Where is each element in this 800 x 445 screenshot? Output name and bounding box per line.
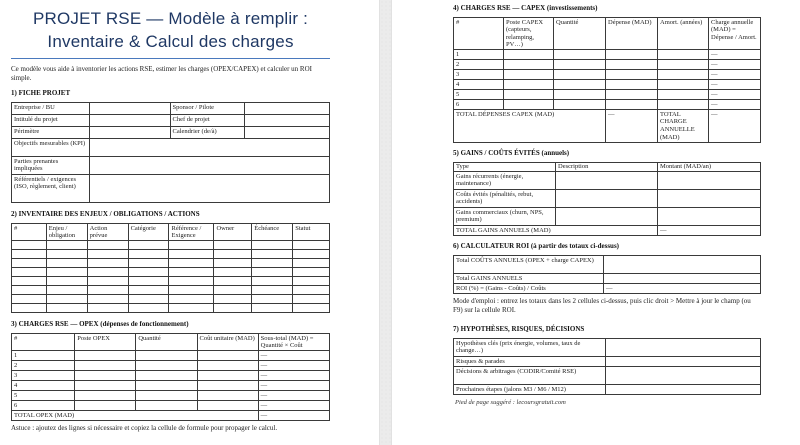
row-label: Total COÛTS ANNUELS (OPEX + charge CAPEX) bbox=[454, 256, 604, 274]
table-row bbox=[454, 208, 761, 226]
table-row bbox=[454, 100, 761, 110]
column-header: Action prévue bbox=[87, 224, 128, 241]
column-header: Catégorie bbox=[128, 224, 169, 241]
fiche-projet-table bbox=[11, 102, 330, 203]
input-cell[interactable] bbox=[169, 286, 214, 295]
column-header: Échéance bbox=[252, 224, 293, 241]
inventaire-table bbox=[11, 223, 330, 313]
input-cell[interactable] bbox=[12, 241, 47, 250]
table-row bbox=[12, 371, 330, 381]
formula-cell: — bbox=[658, 226, 761, 236]
input-cell[interactable] bbox=[12, 277, 47, 286]
table-row bbox=[12, 381, 330, 391]
formula-cell: — bbox=[258, 351, 329, 361]
table-row bbox=[454, 385, 761, 395]
row-label: Calendrier (de/à) bbox=[170, 127, 245, 139]
row-label: Parties prenantes impliquées bbox=[12, 157, 90, 175]
input-cell[interactable] bbox=[12, 304, 47, 313]
input-cell[interactable] bbox=[252, 286, 293, 295]
input-cell[interactable] bbox=[87, 295, 128, 304]
input-cell[interactable] bbox=[606, 60, 658, 70]
column-header: Charge annuelle (MAD) = Dépense / Amort. bbox=[709, 18, 761, 50]
input-cell[interactable] bbox=[606, 100, 658, 110]
row-number: 5 bbox=[454, 90, 504, 100]
input-cell[interactable] bbox=[245, 127, 330, 139]
table-row bbox=[12, 268, 330, 277]
input-cell[interactable] bbox=[136, 381, 197, 391]
input-cell[interactable] bbox=[46, 295, 87, 304]
input-cell[interactable] bbox=[556, 190, 658, 208]
input-cell[interactable] bbox=[293, 241, 330, 250]
input-cell[interactable] bbox=[75, 361, 136, 371]
input-cell[interactable] bbox=[214, 250, 252, 259]
formula-cell: — bbox=[258, 401, 329, 411]
input-cell[interactable] bbox=[169, 241, 214, 250]
title-underline bbox=[11, 58, 330, 59]
formula-cell: — bbox=[258, 391, 329, 401]
input-cell[interactable] bbox=[89, 103, 170, 115]
table-row bbox=[454, 357, 761, 367]
column-header: # bbox=[454, 18, 504, 50]
input-cell[interactable] bbox=[214, 268, 252, 277]
input-cell[interactable] bbox=[252, 277, 293, 286]
input-cell[interactable] bbox=[46, 268, 87, 277]
input-cell[interactable] bbox=[214, 241, 252, 250]
column-header: Enjeu / obligation bbox=[46, 224, 87, 241]
input-cell[interactable] bbox=[12, 295, 47, 304]
input-cell[interactable] bbox=[75, 351, 136, 361]
formula-cell: — bbox=[709, 70, 761, 80]
roi-note: Mode d'emploi : entrez les totaux dans les 2 cellules ci-dessus, puis clic droit > Mettre à jour le champ (ou F9) sur la cellule ROI. bbox=[453, 297, 751, 314]
input-cell[interactable] bbox=[554, 80, 606, 90]
column-header: Dépense (MAD) bbox=[606, 18, 658, 50]
row-number: 4 bbox=[12, 381, 75, 391]
column-header: Quantité bbox=[136, 334, 197, 351]
title-line-1: PROJET RSE — Modèle à remplir : bbox=[32, 9, 309, 28]
input-cell[interactable] bbox=[128, 241, 169, 250]
row-number: 4 bbox=[454, 80, 504, 90]
table-row bbox=[12, 250, 330, 259]
table-row bbox=[454, 256, 761, 274]
page-right bbox=[392, 0, 800, 445]
document-title bbox=[11, 7, 330, 53]
row-number: 2 bbox=[454, 60, 504, 70]
input-cell[interactable] bbox=[46, 304, 87, 313]
input-cell[interactable] bbox=[252, 259, 293, 268]
input-cell[interactable] bbox=[128, 259, 169, 268]
input-cell[interactable] bbox=[504, 60, 554, 70]
row-label: ROI (%) = (Gains - Coûts) / Coûts bbox=[454, 284, 604, 294]
total-row bbox=[454, 226, 761, 236]
input-cell[interactable] bbox=[606, 385, 761, 395]
table-row bbox=[12, 361, 330, 371]
input-cell[interactable] bbox=[606, 80, 658, 90]
table-row bbox=[454, 90, 761, 100]
formula-cell: — bbox=[709, 50, 761, 60]
input-cell[interactable] bbox=[606, 90, 658, 100]
input-cell[interactable] bbox=[89, 115, 170, 127]
table-row bbox=[12, 139, 330, 157]
input-cell[interactable] bbox=[136, 351, 197, 361]
column-header: Quantité bbox=[554, 18, 606, 50]
page-left bbox=[0, 0, 379, 445]
input-cell[interactable] bbox=[554, 60, 606, 70]
column-header: # bbox=[12, 224, 47, 241]
input-cell[interactable] bbox=[252, 304, 293, 313]
input-cell[interactable] bbox=[214, 295, 252, 304]
row-number: 2 bbox=[12, 361, 75, 371]
input-cell[interactable] bbox=[136, 401, 197, 411]
table-row bbox=[454, 172, 761, 190]
input-cell[interactable] bbox=[75, 401, 136, 411]
section-6-heading: 6) CALCULATEUR ROI (à partir des totaux ci-dessus) bbox=[453, 242, 619, 251]
input-cell[interactable] bbox=[606, 339, 761, 357]
input-cell[interactable] bbox=[12, 286, 47, 295]
row-label: Référentiels / exigences (ISO, règlement, client) bbox=[12, 175, 90, 203]
section-5-heading: 5) GAINS / COÛTS ÉVITÉS (annuels) bbox=[453, 148, 570, 157]
total-label: TOTAL CHARGE ANNUELLE (MAD) bbox=[658, 110, 709, 142]
input-cell[interactable] bbox=[293, 277, 330, 286]
input-cell[interactable] bbox=[169, 295, 214, 304]
input-cell[interactable] bbox=[75, 391, 136, 401]
column-header: Sous-total (MAD) = Quantité × Coût bbox=[258, 334, 329, 351]
column-header: Poste OPEX bbox=[75, 334, 136, 351]
table-row bbox=[12, 351, 330, 361]
roi-table bbox=[453, 255, 761, 294]
input-cell[interactable] bbox=[128, 304, 169, 313]
input-cell[interactable] bbox=[75, 381, 136, 391]
input-cell[interactable] bbox=[504, 90, 554, 100]
input-cell[interactable] bbox=[293, 250, 330, 259]
hypotheses-table bbox=[453, 338, 761, 395]
input-cell[interactable] bbox=[554, 70, 606, 80]
total-row bbox=[12, 411, 330, 421]
table-row bbox=[454, 367, 761, 385]
column-header: Owner bbox=[214, 224, 252, 241]
formula-cell: — bbox=[709, 110, 761, 142]
input-cell[interactable] bbox=[128, 277, 169, 286]
table-row bbox=[12, 115, 330, 127]
input-cell[interactable] bbox=[197, 381, 258, 391]
table-header-row bbox=[454, 162, 761, 172]
input-cell[interactable] bbox=[128, 268, 169, 277]
gains-table bbox=[453, 162, 761, 237]
input-cell[interactable] bbox=[554, 100, 606, 110]
column-header: Type bbox=[454, 162, 556, 172]
input-cell[interactable] bbox=[606, 357, 761, 367]
section-3-heading: 3) CHARGES RSE — OPEX (dépenses de fonctionnement) bbox=[11, 320, 189, 329]
input-cell[interactable] bbox=[293, 268, 330, 277]
input-cell[interactable] bbox=[293, 259, 330, 268]
input-cell[interactable] bbox=[658, 70, 709, 80]
table-row bbox=[12, 401, 330, 411]
row-label: Objectifs mesurables (KPI) bbox=[12, 139, 90, 157]
section-2-heading: 2) INVENTAIRE DES ENJEUX / OBLIGATIONS / ACTIONS bbox=[11, 210, 200, 218]
input-cell[interactable] bbox=[252, 241, 293, 250]
table-row bbox=[12, 157, 330, 175]
row-number: 3 bbox=[12, 371, 75, 381]
table-row bbox=[454, 339, 761, 357]
input-cell[interactable] bbox=[658, 50, 709, 60]
row-label: Décisions & arbitrages (CODIR/Comité RSE) bbox=[454, 367, 606, 385]
input-cell[interactable] bbox=[87, 277, 128, 286]
input-cell[interactable] bbox=[136, 371, 197, 381]
input-cell[interactable] bbox=[169, 268, 214, 277]
input-cell[interactable] bbox=[197, 371, 258, 381]
row-label: Chef de projet bbox=[170, 115, 245, 127]
row-number: 5 bbox=[12, 391, 75, 401]
table-header-row bbox=[454, 18, 761, 50]
table-header-row bbox=[12, 334, 330, 351]
intro-paragraph: Ce modèle vous aide à inventorier les actions RSE, estimer les charges (OPEX/CAPEX) et calculer un ROI simple. bbox=[11, 65, 312, 82]
input-cell[interactable] bbox=[87, 268, 128, 277]
table-row bbox=[12, 286, 330, 295]
input-cell[interactable] bbox=[46, 250, 87, 259]
total-label: TOTAL OPEX (MAD) bbox=[12, 411, 259, 421]
row-number: 6 bbox=[12, 401, 75, 411]
table-row bbox=[12, 175, 330, 203]
row-label: Hypothèses clés (prix énergie, volumes, taux de change…) bbox=[454, 339, 606, 357]
row-label: Intitulé du projet bbox=[12, 115, 90, 127]
input-cell[interactable] bbox=[293, 304, 330, 313]
table-row bbox=[454, 274, 761, 284]
table-row bbox=[12, 259, 330, 268]
input-cell[interactable] bbox=[214, 259, 252, 268]
table-row bbox=[12, 295, 330, 304]
opex-note: Astuce : ajoutez des lignes si nécessaire et copiez la cellule de formule pour propager le calcul. bbox=[11, 424, 278, 433]
row-label: Sponsor / Pilote bbox=[170, 103, 245, 115]
column-header: Coût unitaire (MAD) bbox=[197, 334, 258, 351]
input-cell[interactable] bbox=[197, 391, 258, 401]
input-cell[interactable] bbox=[169, 277, 214, 286]
title-line-2: Inventaire & Calcul des charges bbox=[47, 32, 294, 51]
table-row bbox=[12, 391, 330, 401]
input-cell[interactable] bbox=[504, 70, 554, 80]
formula-cell: — bbox=[258, 371, 329, 381]
capex-table bbox=[453, 17, 761, 143]
row-number: 1 bbox=[454, 50, 504, 60]
row-label: Gains récurrents (énergie, maintenance) bbox=[454, 172, 556, 190]
input-cell[interactable] bbox=[12, 259, 47, 268]
table-row bbox=[12, 127, 330, 139]
input-cell[interactable] bbox=[89, 127, 170, 139]
input-cell[interactable] bbox=[658, 90, 709, 100]
column-header: Montant (MAD/an) bbox=[658, 162, 761, 172]
input-cell[interactable] bbox=[604, 274, 761, 284]
input-cell[interactable] bbox=[214, 277, 252, 286]
table-row bbox=[12, 277, 330, 286]
formula-cell: — bbox=[606, 110, 658, 142]
table-row bbox=[454, 50, 761, 60]
formula-cell: — bbox=[258, 411, 329, 421]
input-cell[interactable] bbox=[606, 70, 658, 80]
input-cell[interactable] bbox=[169, 304, 214, 313]
table-row bbox=[454, 284, 761, 294]
input-cell[interactable] bbox=[12, 250, 47, 259]
column-header: Référence / Exigence bbox=[169, 224, 214, 241]
input-cell[interactable] bbox=[169, 250, 214, 259]
input-cell[interactable] bbox=[197, 351, 258, 361]
formula-cell: — bbox=[258, 361, 329, 371]
opex-table bbox=[11, 333, 330, 421]
input-cell[interactable] bbox=[293, 286, 330, 295]
input-cell[interactable] bbox=[87, 250, 128, 259]
input-cell[interactable] bbox=[554, 50, 606, 60]
input-cell[interactable] bbox=[87, 286, 128, 295]
table-row bbox=[12, 304, 330, 313]
input-cell[interactable] bbox=[504, 80, 554, 90]
input-cell[interactable] bbox=[604, 256, 761, 274]
input-cell[interactable] bbox=[214, 304, 252, 313]
row-label: Coûts évités (pénalités, rebut, accidents) bbox=[454, 190, 556, 208]
table-row bbox=[454, 70, 761, 80]
column-header: Poste CAPEX (capteurs, relamping, PV…) bbox=[504, 18, 554, 50]
section-7-heading: 7) HYPOTHÈSES, RISQUES, DÉCISIONS bbox=[453, 325, 585, 334]
input-cell[interactable] bbox=[554, 90, 606, 100]
input-cell[interactable] bbox=[658, 60, 709, 70]
input-cell[interactable] bbox=[504, 50, 554, 60]
input-cell[interactable] bbox=[46, 286, 87, 295]
input-cell[interactable] bbox=[89, 139, 329, 157]
page-gap bbox=[379, 0, 392, 445]
input-cell[interactable] bbox=[658, 80, 709, 90]
column-header: Description bbox=[556, 162, 658, 172]
input-cell[interactable] bbox=[75, 371, 136, 381]
input-cell[interactable] bbox=[252, 250, 293, 259]
row-number: 1 bbox=[12, 351, 75, 361]
input-cell[interactable] bbox=[89, 157, 329, 175]
row-label: Total GAINS ANNUELS bbox=[454, 274, 604, 284]
formula-cell: — bbox=[709, 60, 761, 70]
input-cell[interactable] bbox=[245, 103, 330, 115]
input-cell[interactable] bbox=[606, 367, 761, 385]
input-cell[interactable] bbox=[128, 250, 169, 259]
table-row bbox=[12, 103, 330, 115]
row-label: Risques & parades bbox=[454, 357, 606, 367]
row-label: Périmètre bbox=[12, 127, 90, 139]
table-row bbox=[454, 60, 761, 70]
formula-cell: — bbox=[258, 381, 329, 391]
input-cell[interactable] bbox=[556, 172, 658, 190]
section-4-heading: 4) CHARGES RSE — CAPEX (investissements) bbox=[453, 4, 598, 12]
input-cell[interactable] bbox=[136, 361, 197, 371]
input-cell[interactable] bbox=[169, 259, 214, 268]
input-cell[interactable] bbox=[136, 391, 197, 401]
input-cell[interactable] bbox=[252, 268, 293, 277]
input-cell[interactable] bbox=[46, 241, 87, 250]
input-cell[interactable] bbox=[87, 259, 128, 268]
input-cell[interactable] bbox=[89, 175, 329, 203]
input-cell[interactable] bbox=[504, 100, 554, 110]
input-cell[interactable] bbox=[46, 259, 87, 268]
row-label: Entreprise / BU bbox=[12, 103, 90, 115]
row-number: 6 bbox=[454, 100, 504, 110]
column-header: Statut bbox=[293, 224, 330, 241]
input-cell[interactable] bbox=[658, 172, 761, 190]
input-cell[interactable] bbox=[128, 295, 169, 304]
formula-cell: — bbox=[709, 80, 761, 90]
input-cell[interactable] bbox=[12, 268, 47, 277]
total-row bbox=[454, 110, 761, 142]
input-cell[interactable] bbox=[658, 190, 761, 208]
row-label: Prochaines étapes (jalons M3 / M6 / M12) bbox=[454, 385, 606, 395]
formula-cell: — bbox=[604, 284, 761, 294]
total-label: TOTAL GAINS ANNUELS (MAD) bbox=[454, 226, 658, 236]
input-cell[interactable] bbox=[252, 295, 293, 304]
table-row bbox=[454, 80, 761, 90]
table-row bbox=[12, 241, 330, 250]
formula-cell: — bbox=[709, 90, 761, 100]
input-cell[interactable] bbox=[87, 241, 128, 250]
input-cell[interactable] bbox=[658, 100, 709, 110]
input-cell[interactable] bbox=[197, 401, 258, 411]
row-number: 3 bbox=[454, 70, 504, 80]
formula-cell: — bbox=[709, 100, 761, 110]
section-1-heading: 1) FICHE PROJET bbox=[11, 89, 71, 97]
row-label: Gains commerciaux (churn, NPS, premium) bbox=[454, 208, 556, 226]
table-row bbox=[454, 190, 761, 208]
input-cell[interactable] bbox=[293, 295, 330, 304]
input-cell[interactable] bbox=[197, 361, 258, 371]
table-header-row bbox=[12, 224, 330, 241]
input-cell[interactable] bbox=[556, 208, 658, 226]
total-label: TOTAL DÉPENSES CAPEX (MAD) bbox=[454, 110, 606, 142]
input-cell[interactable] bbox=[606, 50, 658, 60]
input-cell[interactable] bbox=[245, 115, 330, 127]
input-cell[interactable] bbox=[128, 286, 169, 295]
input-cell[interactable] bbox=[46, 277, 87, 286]
input-cell[interactable] bbox=[658, 208, 761, 226]
suggested-footer: Pied de page suggéré : lecoursgratuit.com bbox=[455, 399, 566, 407]
column-header: Amort. (années) bbox=[658, 18, 709, 50]
column-header: # bbox=[12, 334, 75, 351]
input-cell[interactable] bbox=[87, 304, 128, 313]
input-cell[interactable] bbox=[214, 286, 252, 295]
